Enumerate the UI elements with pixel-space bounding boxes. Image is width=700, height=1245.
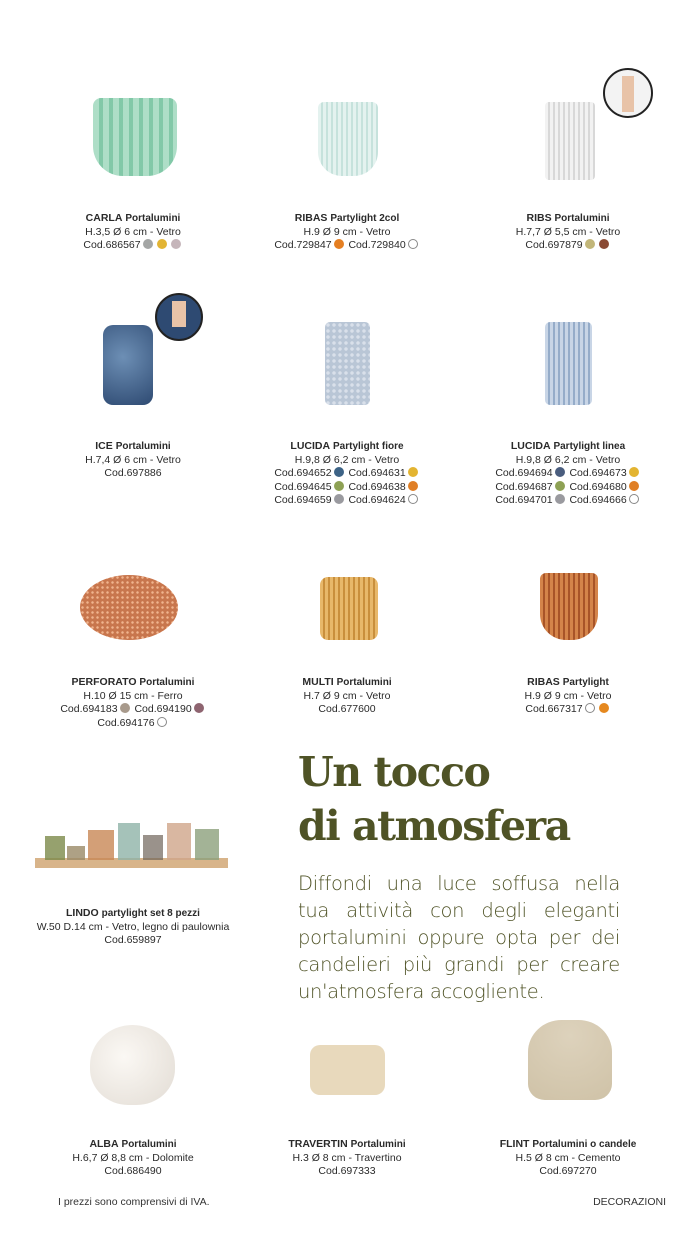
product-code-line: [232, 481, 462, 495]
product-type: Partylight: [562, 677, 609, 688]
product-caption: [453, 440, 683, 508]
lucida-linea-image: [545, 322, 592, 405]
product-brand: CARLA: [85, 212, 123, 224]
color-swatch-icon: [334, 239, 344, 249]
product-name: [18, 440, 248, 454]
product-dimensions: H.9,8 Ø 6,2 cm - Vetro: [294, 453, 400, 466]
product-code: Cod.694183: [60, 703, 118, 715]
headline: Un tocco di atmosfera: [298, 748, 570, 850]
color-swatch-icon: [629, 467, 639, 477]
vat-note: I prezzi sono comprensivi di IVA.: [58, 1196, 210, 1208]
product-code-line: [232, 467, 462, 481]
product-name: [18, 907, 248, 921]
product-code-line: [453, 703, 683, 717]
lindo-image: [35, 823, 228, 868]
product-code: Cod.694701: [495, 494, 553, 506]
alba-image: [90, 1025, 175, 1105]
product-code: Cod.694680: [569, 480, 627, 493]
ice-detail-inset: [155, 293, 203, 341]
product-code-line: [453, 239, 683, 253]
product-code-line: [232, 494, 462, 508]
product-code-line: [18, 703, 248, 717]
product-code: Cod.694687: [495, 480, 553, 493]
product-type: Partylight fiore: [333, 441, 404, 452]
carla-image: [93, 98, 177, 176]
product-code-line: [18, 717, 248, 731]
color-swatch-icon: [585, 239, 595, 249]
product-code: Cod.694624: [348, 494, 406, 506]
product-code-line: [232, 239, 462, 253]
product-caption: [232, 440, 462, 508]
product-code: Cod.694638: [348, 480, 406, 493]
color-swatch-icon: [157, 239, 167, 249]
color-swatch-icon: [120, 703, 130, 713]
product-name: [453, 1138, 683, 1152]
color-swatch-icon: [171, 239, 181, 249]
color-swatch-icon: [555, 467, 565, 477]
product-code: Cod.694652: [274, 467, 332, 479]
product-caption: [18, 212, 248, 253]
color-swatch-icon: [194, 703, 204, 713]
product-type: Portalumini o candele: [532, 1139, 637, 1150]
ice-image: [103, 325, 153, 405]
product-brand: RIBAS: [294, 212, 328, 224]
product-brand: PERFORATO: [71, 676, 137, 688]
product-code-line: [18, 239, 248, 253]
product-code: Cod.694631: [348, 467, 406, 479]
product-dimensions: H.7 Ø 9 cm - Vetro: [303, 689, 391, 702]
product-name: [453, 440, 683, 454]
product-dimensions: H.9 Ø 9 cm - Vetro: [524, 689, 612, 702]
product-type: Portalumini: [125, 213, 181, 224]
product-type: Portalumini: [554, 213, 610, 224]
product-caption: [453, 1138, 683, 1179]
ribs-detail-inset: [603, 68, 653, 118]
product-name: [232, 676, 462, 690]
product-code-line: [453, 494, 683, 508]
product-code: Cod.694673: [569, 467, 627, 479]
product-caption: [232, 1138, 462, 1179]
product-brand: ALBA: [89, 1138, 119, 1150]
product-name: [453, 676, 683, 690]
product-dimensions: H.9 Ø 9 cm - Vetro: [303, 225, 391, 238]
product-type: Portalumini: [350, 1139, 406, 1150]
product-brand: LUCIDA: [290, 440, 331, 452]
product-code: Cod.686490: [104, 1165, 162, 1177]
product-name: [18, 212, 248, 226]
color-swatch-icon: [157, 717, 167, 727]
product-code: Cod.697333: [318, 1165, 376, 1177]
product-caption: [453, 212, 683, 253]
product-brand: FLINT: [499, 1138, 530, 1150]
product-dimensions: H.7,4 Ø 6 cm - Vetro: [85, 453, 181, 466]
ribas-2col-image: [318, 102, 378, 176]
color-swatch-icon: [143, 239, 153, 249]
color-swatch-icon: [334, 494, 344, 504]
product-name: [232, 440, 462, 454]
product-code-line: [453, 481, 683, 495]
product-code: Cod.729840: [348, 239, 406, 251]
color-swatch-icon: [629, 481, 639, 491]
product-caption: [18, 440, 248, 481]
product-type: Portalumini: [115, 441, 171, 452]
product-code: Cod.729847: [274, 239, 332, 251]
product-name: [232, 212, 462, 226]
product-caption: [18, 907, 248, 948]
product-name: [18, 1138, 248, 1152]
color-swatch-icon: [629, 494, 639, 504]
product-code: Cod.694176: [97, 716, 155, 729]
product-code-line: [18, 934, 248, 948]
color-swatch-icon: [334, 481, 344, 491]
product-name: [232, 1138, 462, 1152]
product-name: [453, 212, 683, 226]
intro-paragraph: Diffondi una luce soffusa nella tua attività con degli eleganti portalumini oppure opta per dei candelieri più grandi per creare un'atmosfera accogliente.: [298, 872, 620, 1003]
product-name: [18, 676, 248, 690]
product-brand: LINDO: [66, 907, 99, 919]
color-swatch-icon: [599, 703, 609, 713]
section-label: DECORAZIONI: [593, 1196, 666, 1208]
color-swatch-icon: [555, 481, 565, 491]
product-caption: [18, 1138, 248, 1179]
color-swatch-icon: [408, 481, 418, 491]
product-type: Portalumini: [139, 677, 195, 688]
product-code-line: [453, 467, 683, 481]
product-dimensions: H.9,8 Ø 6,2 cm - Vetro: [515, 453, 621, 466]
color-swatch-icon: [585, 703, 595, 713]
ribas-partylight-image: [540, 573, 598, 640]
product-type: partylight set 8 pezzi: [101, 908, 200, 919]
product-code-line: [453, 1165, 683, 1179]
color-swatch-icon: [408, 239, 418, 249]
color-swatch-icon: [555, 494, 565, 504]
flint-image: [528, 1020, 612, 1100]
product-brand: TRAVERTIN: [288, 1138, 348, 1150]
product-type: Partylight linea: [553, 441, 626, 452]
product-code: Cod.697879: [525, 239, 583, 251]
product-dimensions: H.10 Ø 15 cm - Ferro: [83, 689, 183, 702]
product-brand: LUCIDA: [510, 440, 551, 452]
color-swatch-icon: [408, 467, 418, 477]
product-code-line: [18, 467, 248, 481]
product-dimensions: H.6,7 Ø 8,8 cm - Dolomite: [72, 1151, 194, 1164]
multi-image: [320, 577, 378, 640]
product-code: Cod.697886: [104, 467, 162, 479]
product-code-line: [18, 1165, 248, 1179]
ribs-image: [545, 102, 595, 180]
product-code: Cod.697270: [539, 1165, 597, 1177]
product-dimensions: H.5 Ø 8 cm - Cemento: [515, 1151, 621, 1164]
product-code: Cod.694666: [569, 494, 627, 506]
product-dimensions: H.3,5 Ø 6 cm - Vetro: [85, 225, 181, 238]
product-code: Cod.694645: [274, 480, 332, 493]
product-code: Cod.686567: [83, 239, 141, 251]
product-code-line: [232, 1165, 462, 1179]
travertin-image: [310, 1045, 385, 1095]
product-code: Cod.659897: [104, 934, 162, 946]
color-swatch-icon: [599, 239, 609, 249]
perforato-image: [80, 575, 178, 640]
product-dimensions: H.7,7 Ø 5,5 cm - Vetro: [515, 225, 621, 238]
product-code: Cod.694694: [495, 467, 553, 479]
product-dimensions: H.3 Ø 8 cm - Travertino: [292, 1151, 402, 1164]
product-caption: [232, 676, 462, 717]
product-type: Partylight 2col: [330, 213, 400, 224]
product-code-line: [232, 703, 462, 717]
product-code: Cod.667317: [525, 703, 583, 715]
product-type: Portalumini: [121, 1139, 177, 1150]
product-type: Portalumini: [336, 677, 392, 688]
color-swatch-icon: [408, 494, 418, 504]
product-caption: [232, 212, 462, 253]
product-brand: RIBS: [526, 212, 552, 224]
product-caption: [18, 676, 248, 730]
product-dimensions: W.50 D.14 cm - Vetro, legno di paulownia: [36, 920, 230, 933]
color-swatch-icon: [334, 467, 344, 477]
product-code: Cod.694190: [134, 703, 192, 715]
product-code: Cod.677600: [318, 703, 376, 715]
product-code: Cod.694659: [274, 494, 332, 506]
lucida-fiore-image: [325, 322, 370, 405]
product-brand: RIBAS: [527, 676, 560, 688]
product-caption: [453, 676, 683, 717]
product-brand: MULTI: [302, 676, 334, 688]
product-brand: ICE: [95, 440, 113, 452]
